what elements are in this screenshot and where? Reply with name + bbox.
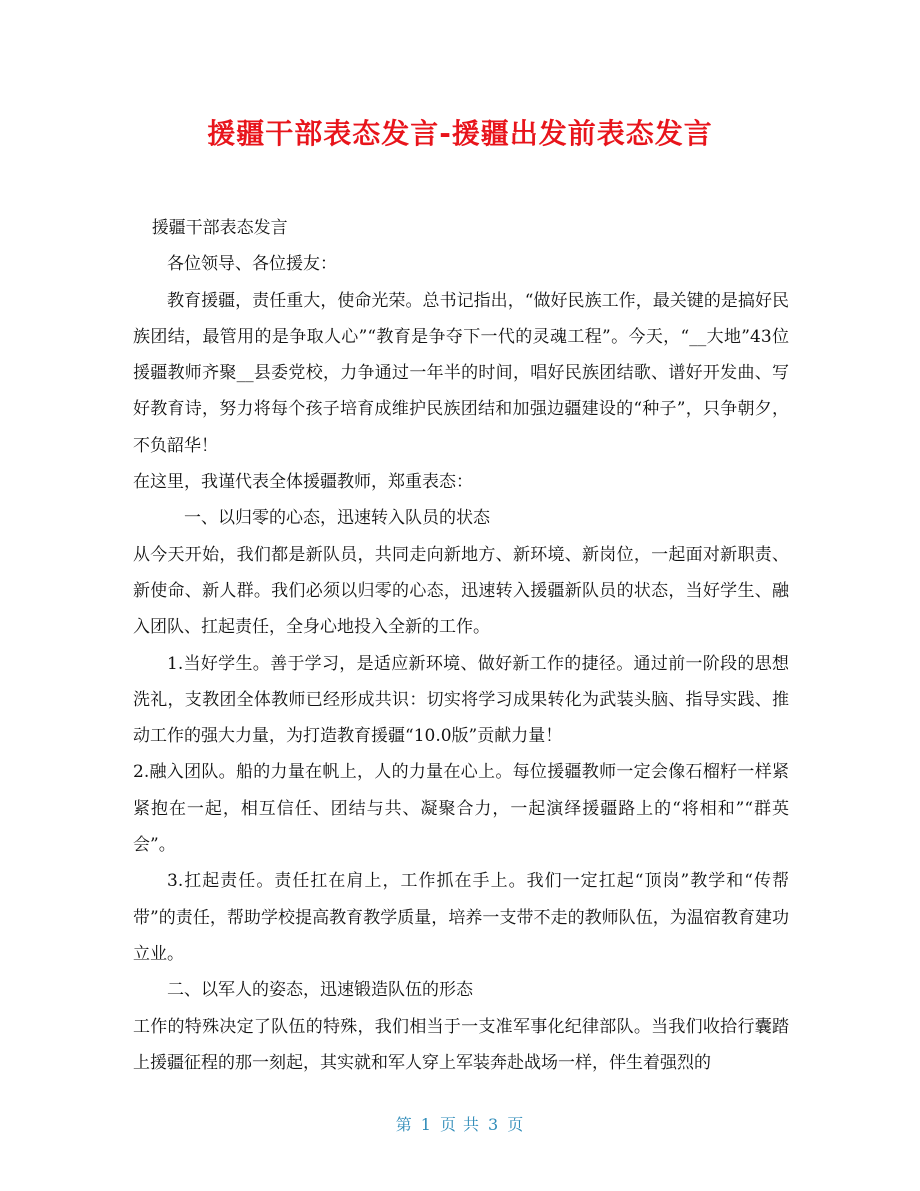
page-footer: [0, 1112, 920, 1135]
footer-page-number: 1: [420, 1115, 432, 1134]
footer-mid: 页 共: [439, 1115, 481, 1134]
paragraph-point-1: 1.当好学生。善于学习，是适应新环境、做好新工作的捷径。通过前一阶段的思想洗礼，支教团全体教师已经形成共识：切实将学习成果转化为武装头脑、指导实践、推动工作的强大力量，为打造教育援疆“10.0版”贡献力量！: [133, 653, 789, 747]
footer-prefix: 第: [395, 1115, 413, 1134]
paragraph-section-1: 从今天开始，我们都是新队员，共同走向新地方、新环境、新岗位，一起面对新职责、新使命、新人群。我们必须以归零的心态，迅速转入援疆新队员的状态，当好学生、融入团队、扛起责任，全身心地投入全新的工作。: [133, 544, 789, 638]
document-title: 援疆干部表态发言-援疆出发前表态发言: [207, 117, 713, 150]
footer-total-pages: 3: [488, 1115, 500, 1134]
footer-suffix: 页: [507, 1115, 525, 1134]
document-body: [133, 210, 789, 1081]
speech-heading: 援疆干部表态发言: [151, 218, 288, 238]
paragraph-section-2: 工作的特殊决定了队伍的特殊，我们相当于一支准军事化纪律部队。当我们收拾行囊踏上援疆征程的那一刻起，其实就和军人穿上军装奔赴战场一样，伴生着强烈的: [133, 1016, 789, 1073]
paragraph-point-2: 2.融入团队。船的力量在帆上，人的力量在心上。每位援疆教师一定会像石榴籽一样紧紧抱在一起，相互信任、团结与共、凝聚合力，一起演绎援疆路上的“将相和”“群英会”。: [133, 762, 789, 856]
salutation: 各位领导、各位援友：: [167, 254, 337, 275]
paragraph-statement: 在这里，我谨代表全体援疆教师，郑重表态：: [133, 472, 473, 493]
paragraph-intro: 教育援疆，责任重大，使命光荣。总书记指出，“做好民族工作，最关键的是搞好民族团结，最管用的是争取人心”“教育是争夺下一代的灵魂工程”。今天，“__大地”43位援疆教师齐聚__县委党校，力争通过一年半的时间，唱好民族团结歌、谱好开发曲、写好教育诗，努力将每个孩子培育成维护民族团结和加强边疆建设的“种子”，只争朝夕，不负韶华！: [133, 290, 789, 456]
paragraph-point-3: 3.扛起责任。责任扛在肩上，工作抓在手上。我们一定扛起“顶岗”教学和“传帮带”的责任，帮助学校提高教育教学质量，培养一支带不走的教师队伍，为温宿教育建功立业。: [133, 871, 789, 964]
section-heading-2: 二、以军人的姿态，迅速锻造队伍的形态: [167, 980, 473, 1001]
section-heading-1: 一、以归零的心态，迅速转入队员的状态: [184, 508, 490, 529]
